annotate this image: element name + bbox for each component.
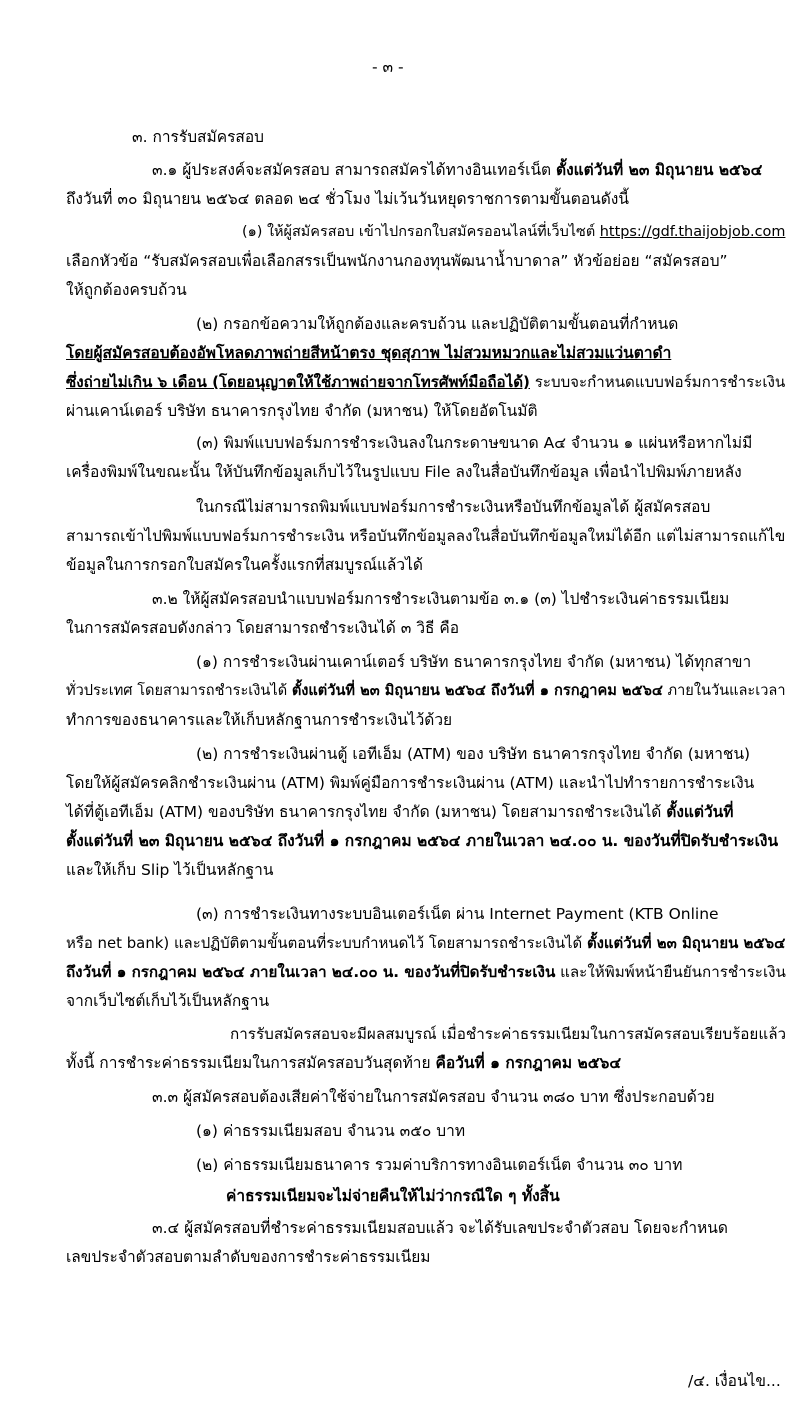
s32-method3-line-2: หรือ net bank) และปฏิบัติตามขั้นตอนที่ระบบกำหนดไว้ โดยสามารถชำระเงินได้ ตั้งแต่วันที่ ๒๓ มิถุนายน ๒๕๖๔: [66, 934, 786, 952]
application-website-link[interactable]: https://gdf.thaijobjob.com: [599, 224, 786, 240]
s32-method1-line-3: ทำการของธนาคารและให้เก็บหลักฐานการชำระเงินไว้ด้วย: [66, 711, 453, 729]
s33-nonrefundable-note: ค่าธรรมเนียมจะไม่จ่ายคืนให้ไม่ว่ากรณีใด ๆ ทั้งสิ้น: [226, 1187, 560, 1205]
s31-item3-line-4: สามารถเข้าไปพิมพ์แบบฟอร์มการชำระเงิน หรือบันทึกข้อมูลลงในสื่อบันทึกข้อมูลใหม่ได้อีก แต่ไม่สามารถแก้ไข: [66, 527, 786, 545]
s32-method1-line-1: (๑) การชำระเงินผ่านเคาน์เตอร์ บริษัท ธนาคารกรุงไทย จำกัด (มหาชน) ได้ทุกสาขา: [196, 653, 752, 671]
s31-item1-line-3: ให้ถูกต้องครบถ้วน: [66, 281, 187, 299]
s32-conclusion-line-2: ทั้งนี้ การชำระค่าธรรมเนียมในการสมัครสอบวันสุดท้าย คือวันที่ ๑ กรกฎาคม ๒๕๖๔: [66, 1054, 622, 1072]
s32-method3-line-3: ถึงวันที่ ๑ กรกฎาคม ๒๕๖๔ ภายในเวลา ๒๔.๐๐ น. ของวันที่ปิดรับชำระเงิน และให้พิมพ์หน้ายืนยันการชำระเงิน: [66, 963, 786, 981]
s33-fee-2: (๒) ค่าธรรมเนียมธนาคาร รวมค่าบริการทางอินเตอร์เน็ต จำนวน ๓๐ บาท: [196, 1156, 683, 1174]
s32-method2-line-1: (๒) การชำระเงินผ่านตู้ เอทีเอ็ม (ATM) ของ บริษัท ธนาคารกรุงไทย จำกัด (มหาชน): [196, 745, 751, 763]
s32-method2-line-4: ตั้งแต่วันที่ ๒๓ มิถุนายน ๒๕๖๔ ถึงวันที่ ๑ กรกฎาคม ๒๕๖๔ ภายในเวลา ๒๔.๐๐ น. ของวันที่ปิดรับชำระเงิน: [66, 832, 779, 850]
s31-item2-line-3: ซึ่งถ่ายไม่เกิน ๖ เดือน (โดยอนุญาตให้ใช้ภาพถ่ายจากโทรศัพท์มือถือได้) ระบบจะกำหนดแบบฟอร์มการชำระเงิน: [66, 373, 786, 391]
s31-item1-line-2: เลือกหัวข้อ “รับสมัครสอบเพื่อเลือกสรรเป็นพนักงานกองทุนพัฒนาน้ำบาดาล” หัวข้อย่อย “สมัครสอบ”: [66, 252, 728, 270]
s34-line-2: เลขประจำตัวสอบตามลำดับของการชำระค่าธรรมเนียม: [66, 1248, 431, 1266]
s32-method3-line-4: จากเว็บไซต์เก็บไว้เป็นหลักฐาน: [66, 992, 270, 1010]
s32-line-1: ๓.๒ ให้ผู้สมัครสอบนำแบบฟอร์มการชำระเงินตามข้อ ๓.๑ (๓) ไปชำระเงินค่าธรรมเนียม: [152, 590, 730, 608]
s32-method2-line-5: และให้เก็บ Slip ไว้เป็นหลักฐาน: [66, 861, 274, 879]
s31-item2-line-4: ผ่านเคาน์เตอร์ บริษัท ธนาคารกรุงไทย จำกัด (มหาชน) ให้โดยอัตโนมัติ: [66, 402, 538, 420]
s33-fee-1: (๑) ค่าธรรมเนียมสอบ จำนวน ๓๕๐ บาท: [196, 1122, 466, 1140]
s32-line-2: ในการสมัครสอบดังกล่าว โดยสามารถชำระเงินได้ ๓ วิธี คือ: [66, 619, 460, 637]
s31-line-2: ถึงวันที่ ๓๐ มิถุนายน ๒๕๖๔ ตลอด ๒๔ ชั่วโมง ไม่เว้นวันหยุดราชการตามขั้นตอนดังนี้: [66, 190, 629, 208]
s31-item3-line-1: (๓) พิมพ์แบบฟอร์มการชำระเงินลงในกระดาษขนาด A๔ จำนวน ๑ แผ่นหรือหากไม่มี: [196, 434, 753, 452]
s31-item1-line-1: (๑) ให้ผู้สมัครสอบ เข้าไปกรอกใบสมัครออนไลน์ที่เว็บไซต์ https://gdf.thaijobjob.com: [242, 224, 786, 240]
s32-method3-line-1: (๓) การชำระเงินทางระบบอินเตอร์เน็ต ผ่าน Internet Payment (KTB Online: [196, 905, 719, 923]
s33-line-1: ๓.๓ ผู้สมัครสอบต้องเสียค่าใช้จ่ายในการสมัครสอบ จำนวน ๓๘๐ บาท ซึ่งประกอบด้วย: [152, 1088, 715, 1106]
s31-item3-line-5: ข้อมูลในการกรอกใบสมัครในครั้งแรกที่สมบูรณ์แล้วได้: [66, 556, 423, 574]
s32-conclusion-line-1: การรับสมัครสอบจะมีผลสมบูรณ์ เมื่อชำระค่าธรรมเนียมในการสมัครสอบเรียบร้อยแล้ว: [230, 1025, 787, 1043]
page-number: - ๓ -: [372, 58, 404, 76]
s32-method1-line-2: ทั่วประเทศ โดยสามารถชำระเงินได้ ตั้งแต่วันที่ ๒๓ มิถุนายน ๒๕๖๔ ถึงวันที่ ๑ กรกฎาคม ๒๕๖๔ ภายในวันและเวลา: [66, 682, 786, 699]
s34-line-1: ๓.๔ ผู้สมัครสอบที่ชำระค่าธรรมเนียมสอบแล้ว จะได้รับเลขประจำตัวสอบ โดยจะกำหนด: [152, 1219, 728, 1237]
s32-method2-line-3: ได้ที่ตู้เอทีเอ็ม (ATM) ของบริษัท ธนาคารกรุงไทย จำกัด (มหาชน) โดยสามารถชำระเงินได้ ตั้งแต่วันที่: [66, 803, 734, 821]
s31-item2-line-1: (๒) กรอกข้อความให้ถูกต้องและครบถ้วน และปฏิบัติตามขั้นตอนที่กำหนด: [196, 315, 679, 333]
s32-method2-line-2: โดยให้ผู้สมัครคลิกชำระเงินผ่าน (ATM) พิมพ์คู่มือการชำระเงินผ่าน (ATM) และนำไปทำรายการชำระเงิน: [66, 774, 755, 792]
s31-line-1: ๓.๑ ผู้ประสงค์จะสมัครสอบ สามารถสมัครได้ทางอินเทอร์เน็ต ตั้งแต่วันที่ ๒๓ มิถุนายน ๒๕๖๔: [152, 161, 763, 179]
s31-item3-line-2: เครื่องพิมพ์ในขณะนั้น ให้บันทึกข้อมูลเก็บไว้ในรูปแบบ File ลงในสื่อบันทึกข้อมูล เพื่อนำไปพิมพ์ภายหลัง: [66, 463, 742, 481]
section-heading: ๓. การรับสมัครสอบ: [132, 128, 265, 146]
continuation-note: /๔. เงื่อนไข...: [688, 1372, 781, 1390]
s31-item3-line-3: ในกรณีไม่สามารถพิมพ์แบบฟอร์มการชำระเงินหรือบันทึกข้อมูลได้ ผู้สมัครสอบ: [196, 498, 711, 516]
s31-item2-line-2: โดยผู้สมัครสอบต้องอัพโหลดภาพถ่ายสีหน้าตรง ชุดสุภาพ ไม่สวมหมวกและไม่สวมแว่นตาดำ: [66, 344, 672, 362]
